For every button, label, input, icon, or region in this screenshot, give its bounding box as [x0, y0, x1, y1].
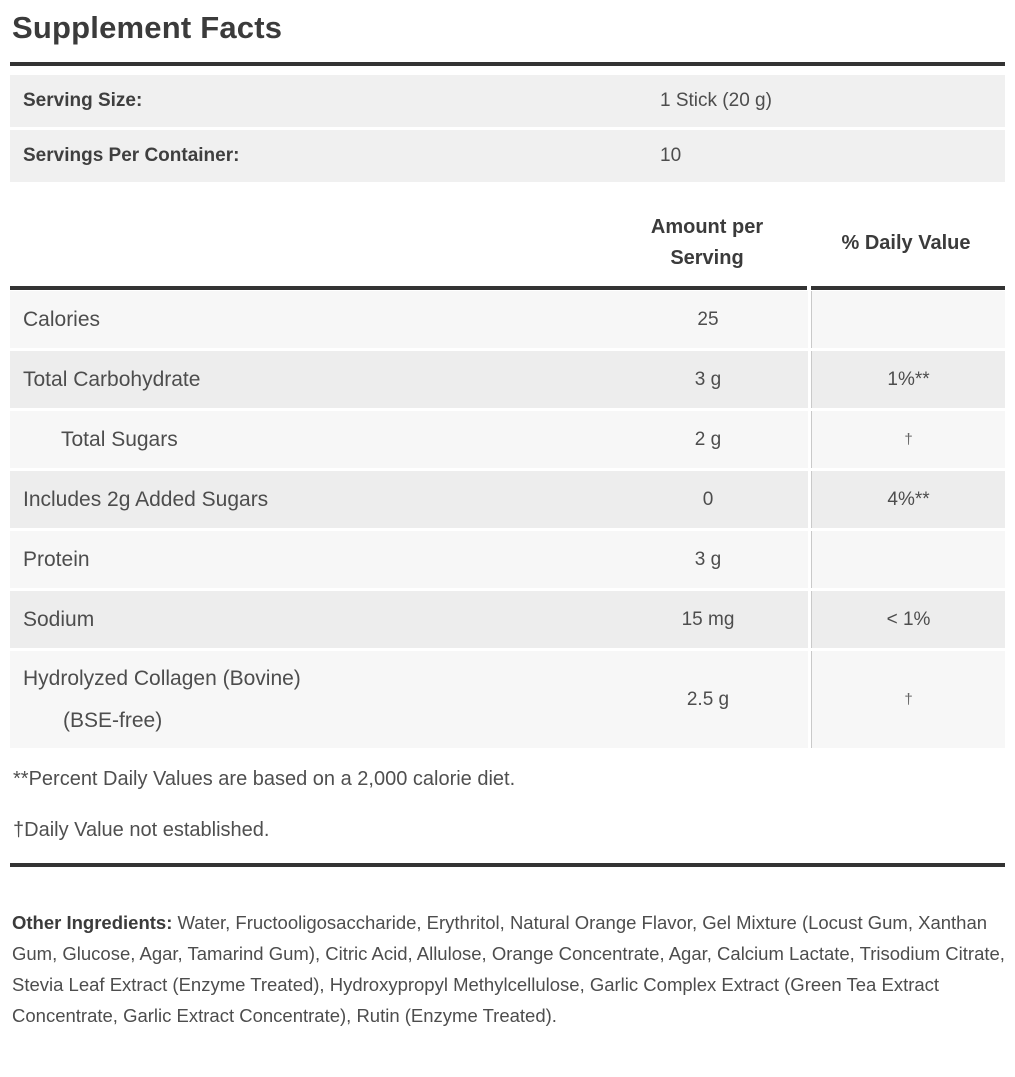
serving-size-value: 1 Stick (20 g): [660, 90, 772, 111]
nutrient-daily-value: †: [811, 651, 1005, 748]
supplement-facts-panel: [10, 0, 1005, 1031]
table-column-headers: [10, 212, 1005, 286]
other-ingredients-paragraph: [12, 907, 1005, 1031]
table-row-hydrolyzed-collagen: [10, 651, 1005, 748]
header-divider-dv-segment: [811, 286, 1005, 290]
footnotes-divider: [10, 863, 1005, 867]
nutrient-daily-value: †: [811, 411, 1005, 468]
table-row-total-sugars: [10, 411, 1005, 468]
table-row-added-sugars: [10, 471, 1005, 528]
nutrient-label: Includes 2g Added Sugars: [23, 487, 269, 511]
nutrient-label: Protein: [23, 547, 90, 571]
nutrient-label-line2: (BSE-free): [63, 708, 163, 732]
servings-per-container-row: [10, 130, 1005, 182]
other-ingredients-label: Other Ingredients:: [12, 912, 173, 933]
nutrient-label: Sodium: [23, 607, 95, 631]
daily-value-header: % Daily Value: [841, 231, 971, 254]
table-row-calories: [10, 291, 1005, 348]
title-divider: [10, 62, 1005, 66]
nutrient-label: Calories: [23, 307, 101, 331]
nutrient-table: [10, 291, 1005, 748]
header-divider: [10, 286, 1005, 290]
panel-title: Supplement Facts: [12, 10, 283, 45]
nutrient-amount: 15 mg: [681, 608, 735, 630]
nutrient-amount: 3 g: [694, 368, 722, 390]
nutrient-amount: 2 g: [694, 428, 722, 450]
nutrient-label: Hydrolyzed Collagen (Bovine) (BSE-free): [23, 666, 301, 732]
nutrient-amount: 2.5 g: [686, 688, 730, 710]
table-row-total-carbohydrate: [10, 351, 1005, 408]
table-row-sodium: [10, 591, 1005, 648]
footnote-daily-value-not-established: †Daily Value not established.: [13, 819, 270, 841]
nutrient-amount: 0: [702, 488, 714, 510]
serving-size-label: Serving Size:: [23, 90, 143, 111]
nutrient-daily-value: 4%**: [811, 471, 1005, 528]
nutrient-daily-value: 1%**: [811, 351, 1005, 408]
table-row-protein: [10, 531, 1005, 588]
nutrient-daily-value: [811, 291, 1005, 348]
other-ingredients-text: Water, Fructooligosaccharide, Erythritol, Natural Orange Flavor, Gel Mixture (Locust Gum, Xanthan Gum, Glucose, Agar, Tamarind Gum), Citric Acid, Allulose, Orange Concentrate, Agar, Calcium Lactate, Trisodium Citrate, Stevia Leaf Extract (Enzyme Treated), Hydroxypropyl Methylcellulose, Garlic Complex Extract (Green Tea Extract Concentrate, Garlic Extract Concentrate), Rutin (Enzyme Treated).: [12, 912, 1005, 1026]
amount-per-serving-header: Amount per Serving: [650, 216, 764, 269]
serving-info: [10, 75, 1005, 182]
header-divider-main-segment: [10, 286, 807, 290]
nutrient-amount: 25: [697, 308, 719, 330]
servings-per-container-value: 10: [660, 145, 682, 166]
servings-per-container-label: Servings Per Container:: [23, 145, 240, 166]
nutrient-daily-value: [811, 531, 1005, 588]
nutrient-amount: 3 g: [694, 548, 722, 570]
footnote-percent-daily-values: **Percent Daily Values are based on a 2,000 calorie diet.: [13, 768, 516, 790]
nutrient-daily-value: < 1%: [811, 591, 1005, 648]
nutrient-label: Total Carbohydrate: [23, 367, 201, 391]
nutrient-label: Total Sugars: [61, 427, 178, 451]
serving-size-row: [10, 75, 1005, 127]
